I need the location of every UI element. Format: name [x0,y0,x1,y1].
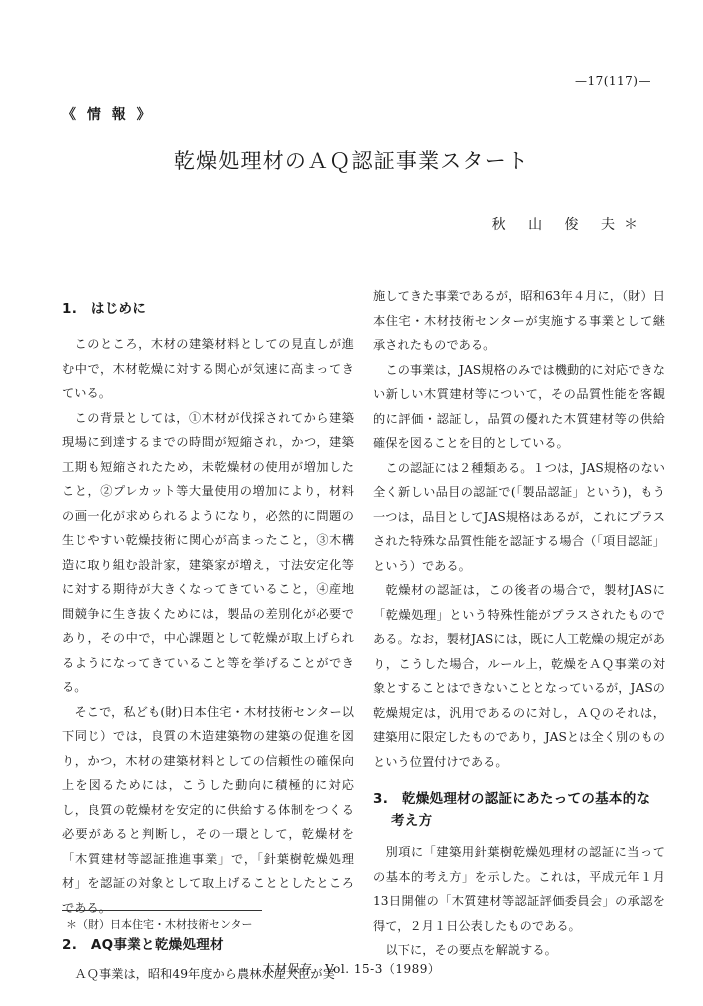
footnote-divider [62,910,262,911]
paragraph: この背景としては，①木材が伐採されてから建築現場に到達するまでの時間が短縮され，かつ，建築工期も短縮されたため，未乾燥材の使用が増加したこと，②プレカット等大量使用の増加により，材料の画一化が求められるようになり，必然的に問題の生じやすい乾燥技術に関心が高まったこと，③木構造に取り組む設計家，建築家が増え，寸法安定化等に対する期待が大きくなってきていること，④産地間競争に生き抜くためには，製品の差別化が必要であり，その中で，中心課題として乾燥が取上げられるようになってきていること等を挙げることができる。 [62,410,354,694]
section-heading-2: 2. AQ事業と乾燥処理材 [62,937,224,953]
left-column [62,284,354,987]
paragraph: 乾燥材の認証は，この後者の場合で，製材JASに「乾燥処理」という特殊性能がプラスされたものである。なお，製材JASには，既に人工乾燥の規定があり，こうした場合，ルール上，乾燥をＡＱ事業の対象とすることはできないこととなっているが，JASの乾燥規定は，汎用であるのに対し，ＡＱのそれは，建築用に限定したものであり，JASとは全く別のものという位置付けである。 [373,583,665,769]
paragraph: この事業は，JAS規格のみでは機動的に対応できない新しい木質建材等について，その品質性能を客観的に評価・認証し，品質の優れた木質建材等の供給確保を図ることを目的としている。 [373,362,665,450]
paragraph: 以下に，その要点を解説する。 [385,943,557,957]
paragraph: この認証には２種類ある。１つは，JAS規格のない全く新しい品目の認証で(「製品認証」という)，もう一つは，品目としてJAS規格はあるが，これにプラスされた特殊な品質性能を認証する場合（「項目認証」という）である。 [373,460,665,573]
paragraph: 別項に「建築用針葉樹乾燥処理材の認証に当っての基本的考え方」を示した。これは，平成元年１月13日開催の「木質建材等認証評価委員会」の承認を得て，２月１日公表したものである。 [373,845,665,933]
paragraph: このところ，木材の建築材料としての見直しが進む中で，木材乾燥に対する関心が気速に高まってきている。 [62,337,354,400]
section-heading-3 [373,788,665,832]
footnote: ＊（財）日本住宅・木材技術センター [66,918,253,931]
section-tag: 《 情 報 》 [62,107,154,123]
paragraph-continued: 施してきた事業であるが，昭和63年４月に，（財）日本住宅・木材技術センターが実施する事業として継承されたものである。 [373,289,665,352]
author-name: 秋 山 俊 夫＊ [491,217,647,233]
page-number: —17(117)— [574,74,651,88]
section-heading-3-line2: 考え方 [391,813,433,829]
section-heading-3-line1: 3. 乾燥処理材の認証にあたっての基本的な [373,791,651,807]
journal-footer: 木材保存 Vol. 15-3（1989） [262,962,441,976]
right-column [373,284,665,963]
paragraph: ＡＱ事業は，昭和49年度から農林水産大臣が実 [74,967,335,981]
paragraph: そこで，私ども(財)日本住宅・木材技術センター以下同じ）では，良質の木造建築物の建築の促進を図り，かつ，木材の建築材料としての信頼性の確保向上を図るためには，こうした動向に積極的に対応し，良質の乾燥材を安定的に供給する体制をつくる必要があると判断し，その一環として，乾燥材を「木質建材等認証推進事業」で，「針葉樹乾燥処理材」を認証の対象として取上げることとしたところである。 [62,704,354,915]
article-title: 乾燥処理材のＡＱ認証事業スタート [173,149,530,173]
section-heading-1: 1. はじめに [62,301,147,317]
